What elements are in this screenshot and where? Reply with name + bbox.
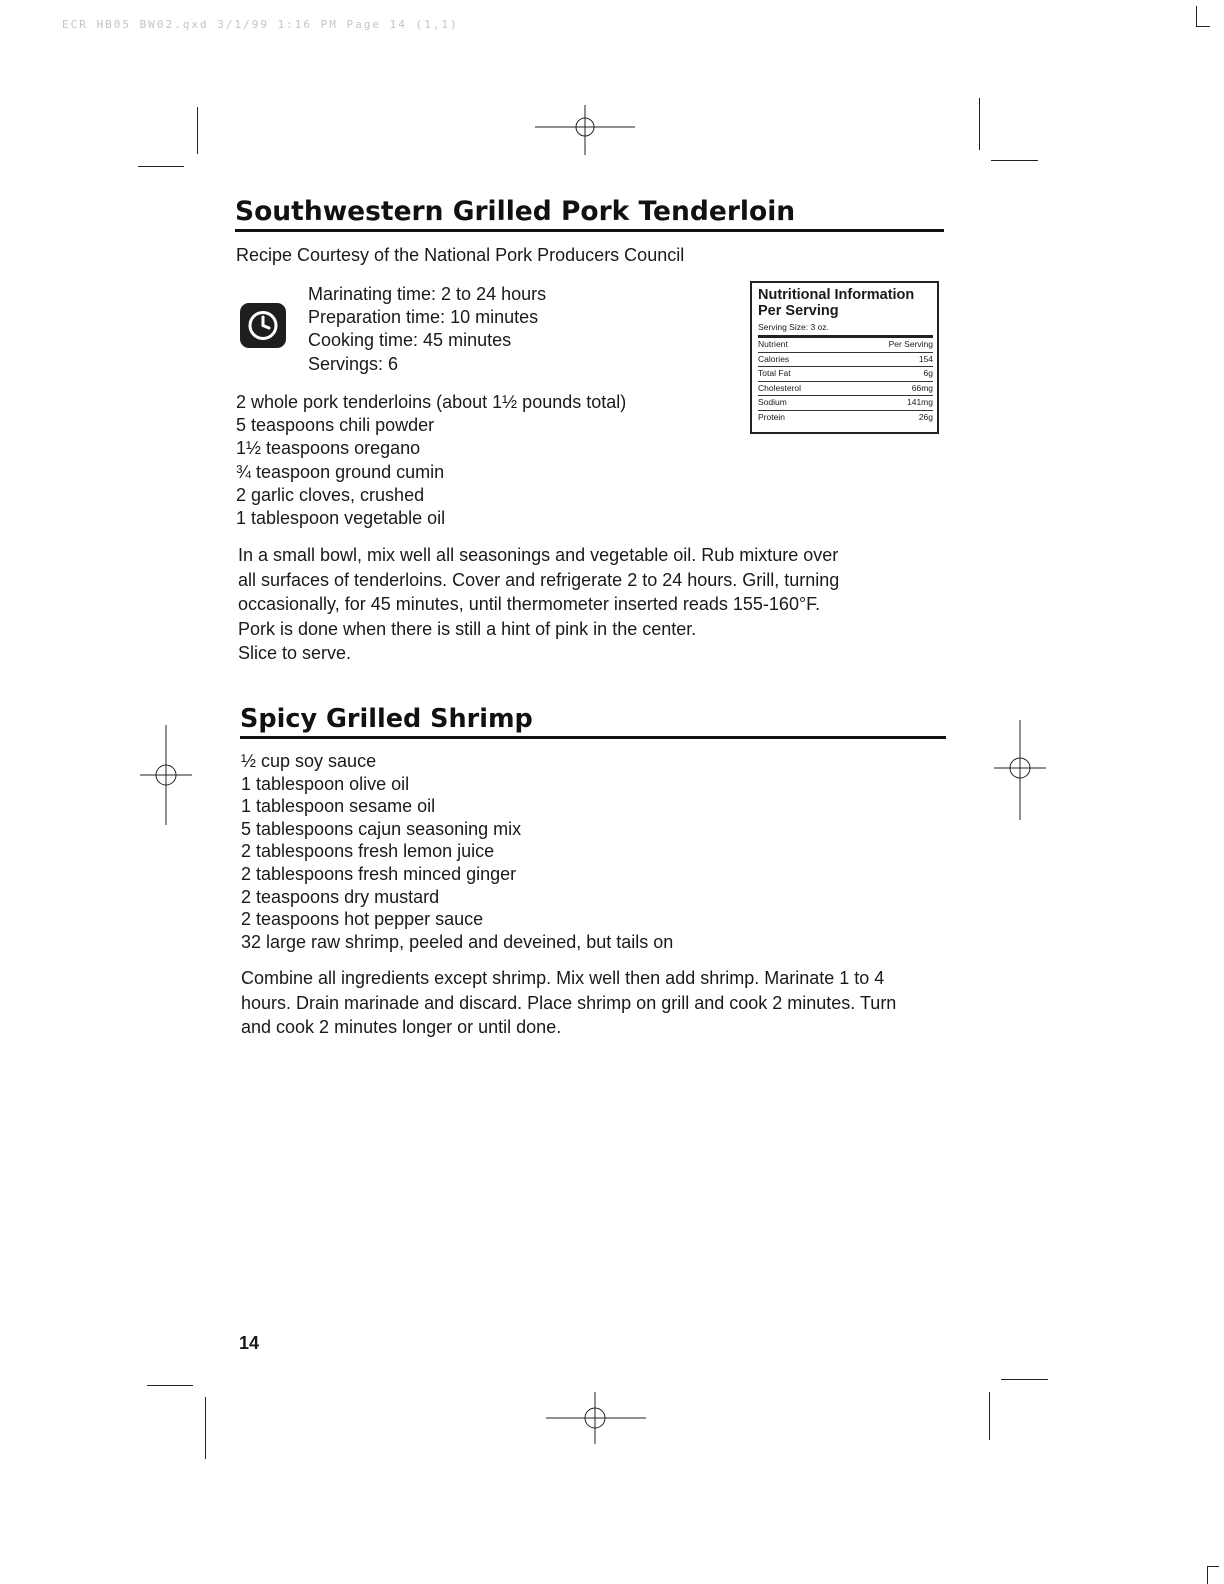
nutrient-value: 6g	[923, 368, 933, 378]
nutrient-value: 66mg	[911, 382, 933, 393]
ingredient: 5 teaspoons chili powder	[236, 415, 435, 436]
nutrition-row	[758, 353, 933, 368]
ingredient: 2 whole pork tenderloins (about 1½ pounds total)	[236, 392, 627, 412]
nutrition-header-row	[758, 338, 933, 353]
ingredient: 2 tablespoons fresh lemon juice	[241, 841, 495, 862]
instruction-line: hours. Drain marinade and discard. Place shrimp on grill and cook 2 minutes. Turn	[241, 992, 897, 1013]
serving-size: Serving Size: 3 oz.	[758, 322, 829, 332]
nutrient-value: 141mg	[907, 397, 933, 407]
nutrition-row	[758, 411, 933, 425]
instruction-line: all surfaces of tenderloins. Cover and refrigerate 2 to 24 hours. Grill, turning	[238, 569, 840, 590]
registration-mark-bottom	[546, 1392, 646, 1444]
nutrition-heading: Nutritional Information	[758, 287, 915, 303]
preparation-time: Preparation time: 10 minutes	[308, 307, 539, 328]
instruction-line: Slice to serve.	[238, 643, 352, 663]
nutrient-name: Calories	[758, 353, 790, 364]
instruction-line: and cook 2 minutes longer or until done.	[241, 1017, 562, 1037]
ingredient: ½ cup soy sauce	[241, 751, 377, 771]
ingredient: 2 tablespoons fresh minced ginger	[241, 863, 517, 884]
recipe-title: Spicy Grilled Shrimp	[240, 704, 533, 734]
instruction-line: In a small bowl, mix well all seasonings and vegetable oil. Rub mixture over	[238, 545, 839, 565]
recipe-title: Southwestern Grilled Pork Tenderloin	[235, 196, 796, 227]
nutrient-name: Sodium	[758, 397, 787, 407]
ingredient: 1 tablespoon vegetable oil	[236, 508, 446, 529]
nutrient-name: Protein	[758, 411, 785, 422]
nutrition-table	[750, 281, 939, 434]
registration-mark-right	[994, 720, 1046, 820]
instruction-line: Pork is done when there is still a hint of pink in the center.	[238, 618, 697, 639]
instruction-line: occasionally, for 45 minutes, until thermometer inserted reads 155-160°F.	[238, 594, 821, 614]
nutrition-row	[758, 396, 933, 411]
registration-mark-top	[535, 105, 635, 155]
print-slug: ECR HB05 BW02.qxd 3/1/99 1:16 PM Page 14 (1,1)	[62, 18, 459, 31]
registration-mark-left	[140, 725, 192, 825]
per-serving-column-header: Per Serving	[888, 339, 933, 349]
instruction-line: Combine all ingredients except shrimp. Mix well then add shrimp. Marinate 1 to 4	[241, 968, 885, 988]
clock-face-icon	[240, 303, 286, 348]
nutrition-row	[758, 367, 933, 382]
title-rule	[235, 229, 944, 232]
nutrient-value: 154	[918, 353, 933, 364]
nutrient-value: 26g	[918, 411, 933, 422]
ingredient: 2 teaspoons hot pepper sauce	[241, 909, 484, 930]
page-number: 14	[239, 1333, 260, 1353]
ingredient: 1 tablespoon sesame oil	[241, 796, 436, 817]
ingredient: 2 garlic cloves, crushed	[236, 484, 425, 505]
ingredient-list	[236, 391, 626, 530]
title-rule	[240, 736, 946, 739]
ingredient: 1 tablespoon olive oil	[241, 773, 410, 794]
ingredient: ¾ teaspoon ground cumin	[236, 461, 445, 482]
prep-times	[308, 283, 546, 376]
recipe-courtesy: Recipe Courtesy of the National Pork Producers Council	[236, 245, 685, 265]
ingredient: 5 tablespoons cajun seasoning mix	[241, 818, 522, 839]
recipe-instructions	[238, 543, 839, 666]
nutrition-row	[758, 382, 933, 397]
nutrient-column-header: Nutrient	[758, 339, 788, 349]
ingredient: 32 large raw shrimp, peeled and deveined, but tails on	[241, 931, 674, 952]
recipe-instructions	[241, 966, 896, 1040]
servings: Servings: 6	[308, 353, 399, 374]
nutrient-name: Cholesterol	[758, 382, 801, 393]
ingredient-list	[241, 750, 673, 953]
cooking-time: Cooking time: 45 minutes	[308, 330, 512, 351]
ingredient: 1½ teaspoons oregano	[236, 438, 421, 459]
ingredient: 2 teaspoons dry mustard	[241, 886, 440, 907]
clock-icon	[240, 303, 286, 348]
nutrient-name: Total Fat	[758, 368, 791, 378]
nutrition-subheading: Per Serving	[758, 303, 839, 319]
marinating-time: Marinating time: 2 to 24 hours	[308, 284, 547, 304]
